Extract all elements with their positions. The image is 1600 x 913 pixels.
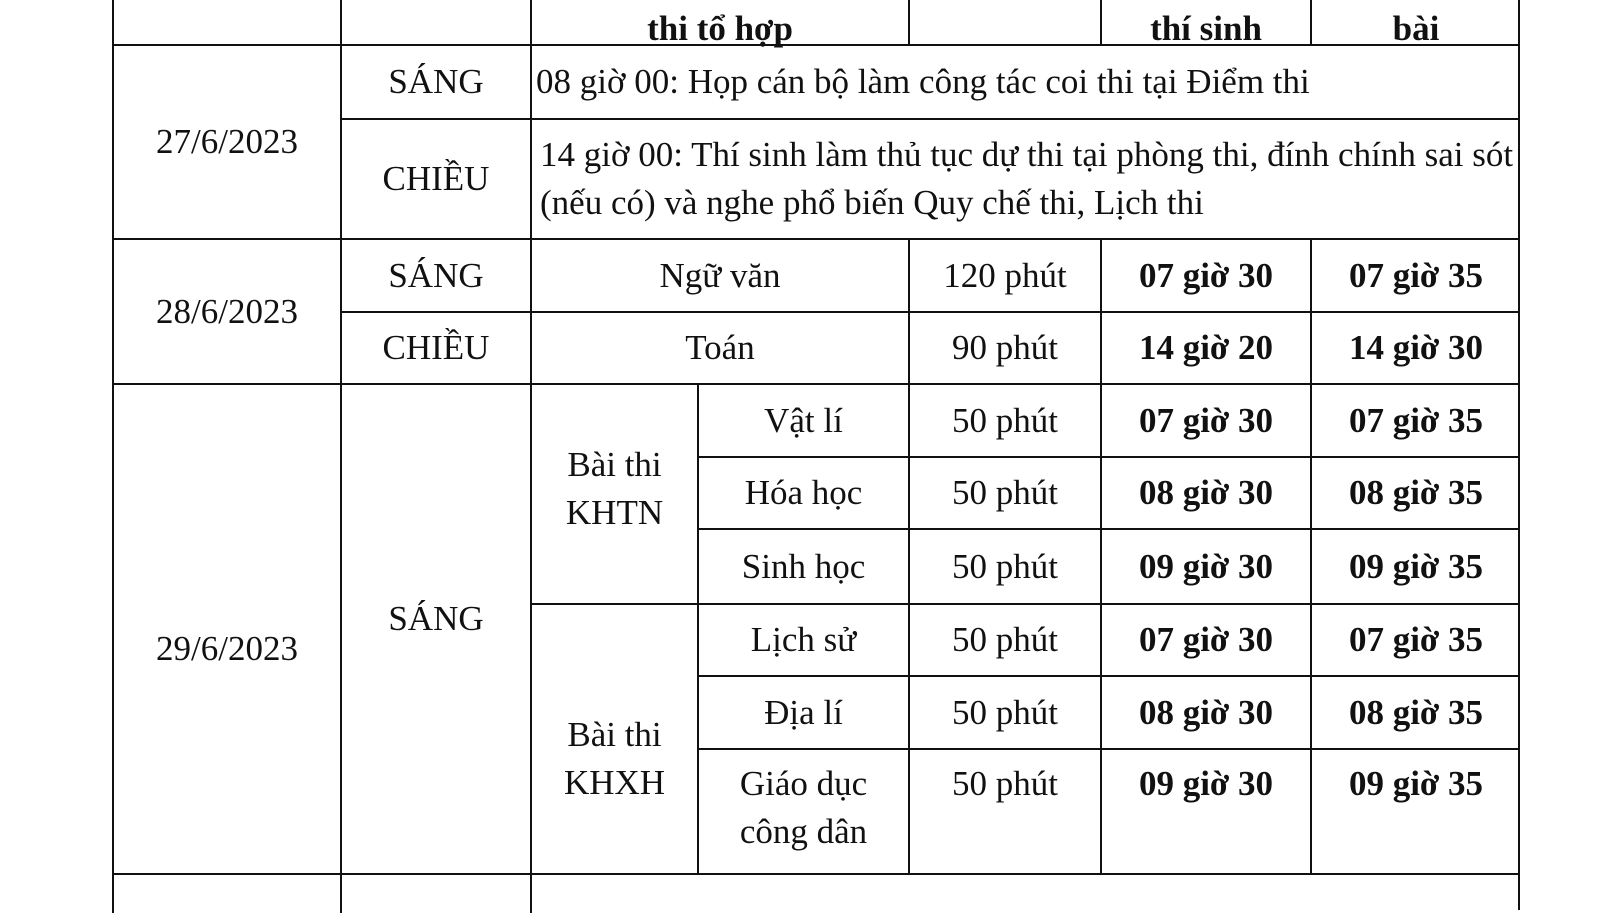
duration-text: 120 phút bbox=[943, 255, 1067, 295]
start-time-cell bbox=[1100, 675, 1310, 748]
subject-text: Sinh học bbox=[741, 546, 866, 586]
end-time-cell bbox=[1310, 603, 1520, 675]
subject-text: Địa lí bbox=[764, 692, 843, 732]
end-time-text: 08 giờ 35 bbox=[1348, 692, 1484, 732]
subject-text: Lịch sử bbox=[750, 620, 857, 659]
start-time-cell bbox=[1100, 238, 1310, 311]
start-time-text: 14 giờ 20 bbox=[1138, 328, 1274, 367]
next-session-cell bbox=[340, 873, 530, 913]
end-time-cell bbox=[1310, 238, 1520, 311]
session-cell bbox=[340, 238, 530, 311]
group-label: Bài thi KHXH bbox=[563, 715, 666, 802]
group-cell-khxh bbox=[530, 603, 697, 873]
duration-cell bbox=[908, 675, 1100, 748]
duration-text: 50 phút bbox=[952, 764, 1058, 803]
session-text: SÁNG bbox=[388, 599, 484, 638]
start-time-text: 07 giờ 30 bbox=[1138, 400, 1274, 440]
duration-text: 50 phút bbox=[952, 692, 1058, 732]
group-cell-khtn bbox=[530, 383, 697, 603]
header-candidate-cell bbox=[1100, 0, 1310, 46]
subject-cell bbox=[530, 238, 908, 311]
date-cell-29-6 bbox=[112, 383, 340, 873]
header-subject-text: thi tổ hợp bbox=[647, 9, 793, 48]
date-cell-27-6 bbox=[112, 44, 340, 238]
end-time-cell bbox=[1310, 456, 1520, 528]
end-time-cell bbox=[1310, 528, 1520, 603]
header-duration-cell bbox=[908, 0, 1100, 46]
duration-cell bbox=[908, 383, 1100, 456]
session-text: CHIỀU bbox=[382, 328, 490, 367]
duration-cell bbox=[908, 311, 1100, 383]
session-cell bbox=[340, 383, 530, 873]
header-subject-cell bbox=[530, 0, 908, 46]
end-time-text: 09 giờ 35 bbox=[1348, 764, 1484, 803]
subject-text: Giáo dục công dân bbox=[739, 764, 868, 851]
subject-text: Vật lí bbox=[764, 400, 843, 440]
date-text: 28/6/2023 bbox=[156, 291, 298, 331]
subject-text: Hóa học bbox=[744, 473, 863, 512]
duration-text: 90 phút bbox=[952, 328, 1058, 367]
end-time-text: 07 giờ 35 bbox=[1348, 400, 1484, 440]
end-time-text: 07 giờ 35 bbox=[1348, 255, 1484, 295]
start-time-cell bbox=[1100, 383, 1310, 456]
duration-cell bbox=[908, 748, 1100, 873]
start-time-cell bbox=[1100, 603, 1310, 675]
session-cell bbox=[340, 311, 530, 383]
end-time-text: 08 giờ 35 bbox=[1348, 473, 1484, 512]
start-time-cell bbox=[1100, 748, 1310, 873]
start-time-text: 07 giờ 30 bbox=[1138, 255, 1274, 295]
session-text: SÁNG bbox=[388, 255, 484, 295]
duration-cell bbox=[908, 528, 1100, 603]
header-candidate-text: thí sinh bbox=[1150, 9, 1262, 48]
subject-cell bbox=[697, 675, 908, 748]
duration-text: 50 phút bbox=[952, 400, 1058, 440]
duration-cell bbox=[908, 456, 1100, 528]
next-date-cell bbox=[112, 873, 340, 913]
start-time-cell bbox=[1100, 456, 1310, 528]
start-time-text: 09 giờ 30 bbox=[1138, 546, 1274, 586]
duration-cell bbox=[908, 603, 1100, 675]
end-time-cell bbox=[1310, 311, 1520, 383]
header-session-cell bbox=[340, 0, 530, 46]
note-text: 14 giờ 00: Thí sinh làm thủ tục dự thi tại phòng thi, đính chính sai sót (nếu có) và nghe phổ biến Quy chế thi, Lịch thi bbox=[540, 135, 1514, 222]
group-label: Bài thi KHTN bbox=[565, 445, 664, 532]
start-time-text: 08 giờ 30 bbox=[1138, 473, 1274, 512]
header-date-cell bbox=[112, 0, 340, 46]
date-cell-28-6 bbox=[112, 238, 340, 383]
end-time-cell bbox=[1310, 748, 1520, 873]
end-time-cell bbox=[1310, 383, 1520, 456]
note-cell-morning bbox=[530, 44, 1520, 118]
table-right-border bbox=[1518, 0, 1520, 910]
start-time-text: 07 giờ 30 bbox=[1138, 620, 1274, 659]
date-text: 27/6/2023 bbox=[156, 122, 298, 161]
end-time-text: 09 giờ 35 bbox=[1348, 546, 1484, 586]
header-paper-cell bbox=[1310, 0, 1520, 46]
next-row-cell bbox=[530, 873, 1520, 913]
duration-cell bbox=[908, 238, 1100, 311]
duration-text: 50 phút bbox=[952, 546, 1058, 586]
session-cell-afternoon bbox=[340, 118, 530, 238]
note-text: 08 giờ 00: Họp cán bộ làm công tác coi thi tại Điểm thi bbox=[536, 62, 1310, 101]
session-text: SÁNG bbox=[388, 62, 484, 101]
start-time-cell bbox=[1100, 311, 1310, 383]
session-text: CHIỀU bbox=[382, 159, 490, 198]
date-text: 29/6/2023 bbox=[156, 629, 298, 668]
subject-text: Toán bbox=[685, 328, 755, 367]
subject-cell bbox=[697, 603, 908, 675]
subject-cell bbox=[697, 383, 908, 456]
subject-cell bbox=[697, 528, 908, 603]
session-cell-morning bbox=[340, 44, 530, 118]
subject-text: Ngữ văn bbox=[659, 255, 781, 295]
duration-text: 50 phút bbox=[952, 473, 1058, 512]
start-time-text: 08 giờ 30 bbox=[1138, 692, 1274, 732]
end-time-text: 14 giờ 30 bbox=[1348, 328, 1484, 367]
duration-text: 50 phút bbox=[952, 620, 1058, 659]
subject-cell bbox=[697, 748, 908, 873]
note-cell-afternoon bbox=[530, 118, 1520, 238]
end-time-cell bbox=[1310, 675, 1520, 748]
subject-cell bbox=[530, 311, 908, 383]
start-time-text: 09 giờ 30 bbox=[1138, 764, 1274, 803]
header-paper-text: bài bbox=[1392, 9, 1440, 48]
subject-cell bbox=[697, 456, 908, 528]
start-time-cell bbox=[1100, 528, 1310, 603]
end-time-text: 07 giờ 35 bbox=[1348, 620, 1484, 659]
